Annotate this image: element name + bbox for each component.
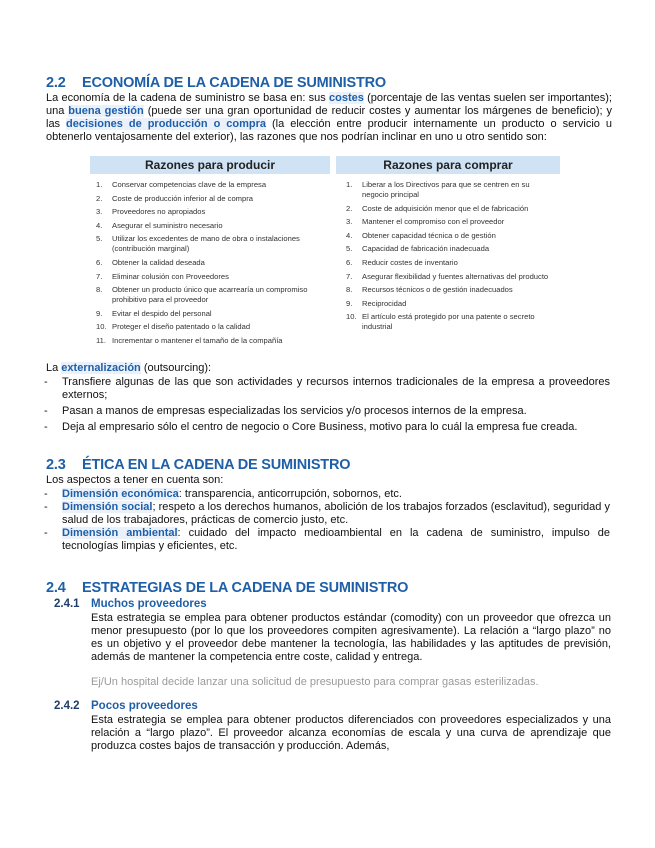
externalizacion-intro xyxy=(46,362,612,375)
text-fragment: : transparencia, anticorrupción, sobornos, etc. xyxy=(178,488,402,500)
section-number: 2.3 xyxy=(46,457,66,473)
buy-reason-item xyxy=(346,244,558,254)
produce-reason-item xyxy=(96,322,324,332)
item-number: 1. xyxy=(346,180,353,189)
example-text: Ej/Un hospital decide lanzar una solicitud de presupuesto para comprar gasas esterilizadas. xyxy=(91,676,539,688)
keyword-dimension: Dimensión ambiental xyxy=(62,527,178,539)
produce-reason-item xyxy=(96,336,324,346)
section-heading-2-3 xyxy=(46,457,350,473)
item-number: 4. xyxy=(346,230,353,240)
buy-reason-item xyxy=(346,217,558,227)
buy-reason-item xyxy=(346,258,558,268)
subsection-title: Pocos proveedores xyxy=(91,700,198,712)
buy-reason-item xyxy=(346,180,558,200)
section-number: 2.2 xyxy=(46,75,66,91)
item-number: 6. xyxy=(96,257,103,267)
produce-reasons-list xyxy=(96,180,324,350)
text-fragment: (porcentaje de las ventas suelen ser importantes); una xyxy=(46,92,612,117)
item-text: Liberar a los Directivos para que se centren en su negocio principal xyxy=(362,180,530,199)
item-number: 10. xyxy=(346,312,357,322)
item-number: 8. xyxy=(346,285,353,295)
text-fragment: : cuidado del impacto medioambiental en la cadena de suministro, impulso de tecnologías limpias y eficientes, etc. xyxy=(62,527,610,552)
item-text: Proveedores no apropiados xyxy=(112,207,206,217)
text-fragment: La economía de la cadena de suministro se basa en: sus xyxy=(46,92,330,104)
externalizacion-list xyxy=(44,376,610,434)
item-text: Coste de adquisición menor que el de fabricación xyxy=(362,203,529,213)
item-text: Obtener capacidad técnica o de gestión xyxy=(362,230,496,240)
item-number: 5. xyxy=(346,244,353,254)
item-text: Recursos técnicos o de gestión inadecuados xyxy=(362,285,513,295)
produce-reason-item xyxy=(96,285,324,305)
item-number: 7. xyxy=(346,271,353,281)
item-text: Capacidad de fabricación inadecuada xyxy=(362,244,490,254)
buy-reason-item xyxy=(346,285,558,295)
produce-reason-item xyxy=(96,258,324,268)
produce-reason-item xyxy=(96,194,324,204)
list-item xyxy=(44,527,610,553)
text-fragment: Esta estrategia se emplea para obtener productos diferenciados con proveedores especializados y una relación a “largo plazo”. El proveedor alcanza economías de escala y una curva de aprendizaje que produzca costes bajos de transacción y producción. Además, xyxy=(91,714,611,752)
text-fragment: (outsourcing): xyxy=(140,362,212,374)
item-number: 2. xyxy=(96,193,103,203)
item-text: Asegurar el suministro necesario xyxy=(112,220,223,230)
economy-paragraph xyxy=(46,92,612,144)
buy-header: Razones para comprar xyxy=(336,156,560,174)
keyword-dimension: Dimensión económica xyxy=(62,488,179,500)
muchos-proveedores-text xyxy=(91,612,611,664)
item-number: 5. xyxy=(96,234,103,244)
section-title: ESTRATEGIAS DE LA CADENA DE SUMINISTRO xyxy=(82,580,409,596)
item-text: Eliminar colusión con Proveedores xyxy=(112,271,229,281)
item-text: Conservar competencias clave de la empresa xyxy=(112,180,267,189)
list-item xyxy=(44,488,610,501)
item-number: 2. xyxy=(346,203,353,213)
item-text: El artículo está protegido por una patente o secreto industrial xyxy=(362,312,535,332)
item-text: Reducir costes de inventario xyxy=(362,257,458,267)
keyword-externalizacion: externalización xyxy=(61,362,141,374)
keyword-decisiones: decisiones de producción o compra xyxy=(66,118,267,130)
ethics-list xyxy=(44,488,610,553)
keyword-costes: costes xyxy=(329,92,364,104)
item-number: 1. xyxy=(96,180,103,189)
buy-reasons-list xyxy=(346,180,558,336)
item-text: Evitar el despido del personal xyxy=(112,308,212,318)
text-fragment: Esta estrategia se emplea para obtener productos estándar (comodity) con un proveedor que ofrezca un menor presupuesto (por lo que los proveedores compiten agresivamente). La relación a “largo plazo” no es un objetivo y el proveedor debe mantener la tecnología, las habilidades y las aptitudes de previsión, además de mantener la competencia entre coste, calidad y entrega. xyxy=(91,612,611,663)
item-number: 10. xyxy=(96,322,107,332)
buy-reason-item xyxy=(346,204,558,214)
item-number: 3. xyxy=(346,217,353,227)
item-number: 11. xyxy=(96,335,106,345)
subsection-number: 2.4.1 xyxy=(54,598,80,610)
item-text: Obtener un producto único que acarrearía un compromiso prohibitivo para el proveedor xyxy=(112,285,308,305)
buy-reason-item xyxy=(346,312,558,332)
list-item xyxy=(44,501,610,527)
list-item: - Transfiere algunas de las que son actividades y recursos internos tradicionales de la empresa a proveedores externos; xyxy=(44,376,610,402)
section-heading-2-4 xyxy=(46,580,408,596)
text-fragment: ; respeto a los derechos humanos, abolición de los trabajos forzados (esclavitud), seguridad y salud de los trabajadores, prácticas de comercio justo, etc. xyxy=(62,501,610,526)
item-text: Coste de producción inferior al de compra xyxy=(112,193,253,203)
item-number: 6. xyxy=(346,257,353,267)
item-text: Asegurar flexibilidad y fuentes alternativas del producto xyxy=(362,271,549,281)
item-number: 8. xyxy=(96,285,103,295)
produce-reason-item xyxy=(96,309,324,319)
item-number: 9. xyxy=(346,298,353,308)
buy-reason-item xyxy=(346,231,558,241)
item-number: 3. xyxy=(96,207,103,217)
section-heading-2-2 xyxy=(46,75,386,91)
subsection-heading-2-4-2 xyxy=(54,700,198,712)
item-text: Obtener la calidad deseada xyxy=(112,257,205,267)
item-text: Reciprocidad xyxy=(362,298,407,308)
text-fragment: (la elección entre producir internamente un producto o servicio u obtenerlo ventajosamente del exterior), las razones que nos podrían inclinar en uno u otro sentido son: xyxy=(46,118,612,143)
item-text: Mantener el compromiso con el proveedor xyxy=(362,217,505,227)
text-fragment: La xyxy=(46,362,62,374)
item-number: 7. xyxy=(96,271,103,281)
pocos-proveedores-text xyxy=(91,714,611,753)
subsection-heading-2-4-1 xyxy=(54,598,207,610)
item-text: Utilizar los excedentes de mano de obra o instalaciones (contribución marginal) xyxy=(112,234,300,254)
item-text: Incrementar o mantener el tamaño de la compañía xyxy=(112,335,283,345)
produce-reason-item xyxy=(96,221,324,231)
produce-reason-item xyxy=(96,272,324,282)
item-number: 4. xyxy=(96,220,103,230)
text-fragment: (puede ser una gran oportunidad de reducir costes y aumentar los márgenes de beneficio); y las xyxy=(46,105,612,130)
produce-reason-item xyxy=(96,207,324,217)
keyword-dimension: Dimensión social xyxy=(62,501,153,513)
subsection-number: 2.4.2 xyxy=(54,700,80,712)
section-title: ÉTICA EN LA CADENA DE SUMINISTRO xyxy=(82,457,351,473)
produce-header: Razones para producir xyxy=(90,156,330,174)
section-number: 2.4 xyxy=(46,580,66,596)
keyword-buena-gestion: buena gestión xyxy=(68,105,144,117)
text-fragment: Los aspectos a tener en cuenta son: xyxy=(46,474,224,486)
list-item: - Pasan a manos de empresas especializadas los servicios y/o procesos internos de la empresa. xyxy=(44,405,610,418)
reasons-table xyxy=(90,156,560,352)
item-number: 9. xyxy=(96,308,103,318)
item-text: Proteger el diseño patentado o la calidad xyxy=(112,322,251,332)
subsection-title: Muchos proveedores xyxy=(91,598,207,610)
ethics-intro xyxy=(46,474,612,487)
section-title: ECONOMÍA DE LA CADENA DE SUMINISTRO xyxy=(82,75,386,91)
produce-reason-item xyxy=(96,180,324,190)
buy-reason-item xyxy=(346,299,558,309)
produce-reason-item xyxy=(96,234,324,254)
buy-reason-item xyxy=(346,272,558,282)
list-item: - Deja al empresario sólo el centro de negocio o Core Business, motivo para lo cuál la empresa fue creada. xyxy=(44,421,610,434)
